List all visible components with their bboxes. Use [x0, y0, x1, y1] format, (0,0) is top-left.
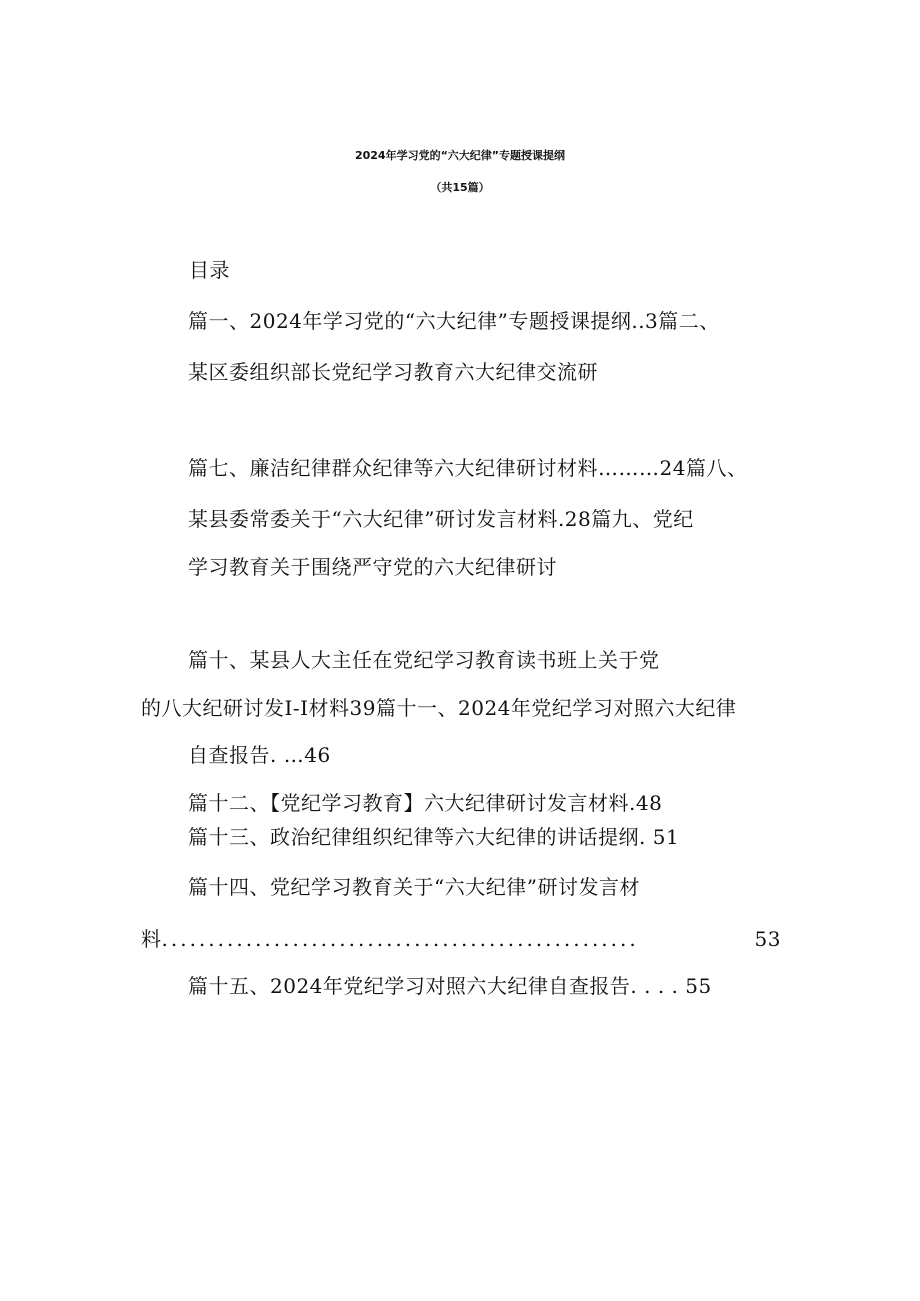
toc-leader-dots: ................................................... — [161, 927, 639, 951]
toc-line[interactable]: 的八大纪研讨发I-I材料39篇十一、2024年党纪学习对照六大纪律 — [141, 696, 737, 720]
toc-line[interactable]: 学习教育关于围绕严守党的六大纪律研讨 — [188, 555, 557, 579]
toc-leader-line[interactable] — [141, 925, 781, 953]
toc-line[interactable]: 篇十三、政治纪律组织纪律等六大纪律的讲话提纲. 51 — [188, 825, 680, 849]
document-subtitle: （共15篇） — [430, 181, 490, 194]
toc-line[interactable]: 篇十五、2024年党纪学习对照六大纪律自查报告. . . . 55 — [188, 974, 712, 998]
toc-line[interactable]: 某县委常委关于“六大纪律”研讨发言材料.28篇九、党纪 — [188, 507, 694, 531]
toc-line[interactable]: 某区委组织部长党纪学习教育六大纪律交流研 — [188, 360, 598, 384]
toc-heading: 目录 — [189, 258, 230, 282]
toc-line[interactable]: 自查报告. …46 — [188, 743, 331, 767]
document-title: 2024年学习党的“六大纪律”专题授课提纲 — [354, 149, 566, 162]
toc-line[interactable]: 篇七、廉洁纪律群众纪律等六大纪律研讨材料………24篇八、 — [188, 456, 748, 480]
toc-line[interactable]: 篇一、2024年学习党的“六大纪律”专题授课提纲..3篇二、 — [188, 309, 720, 333]
toc-line[interactable]: 篇十、某县人大主任在党纪学习教育读书班上关于党 — [188, 648, 660, 672]
toc-line[interactable]: 篇十二、【党纪学习教育】六大纪律研讨发言材料.48 — [188, 791, 663, 815]
toc-leader-page: 53 — [754, 927, 781, 951]
toc-line[interactable]: 篇十四、党纪学习教育关于“六大纪律”研讨发言材 — [188, 875, 640, 899]
toc-leader-text: 料 — [141, 927, 162, 951]
